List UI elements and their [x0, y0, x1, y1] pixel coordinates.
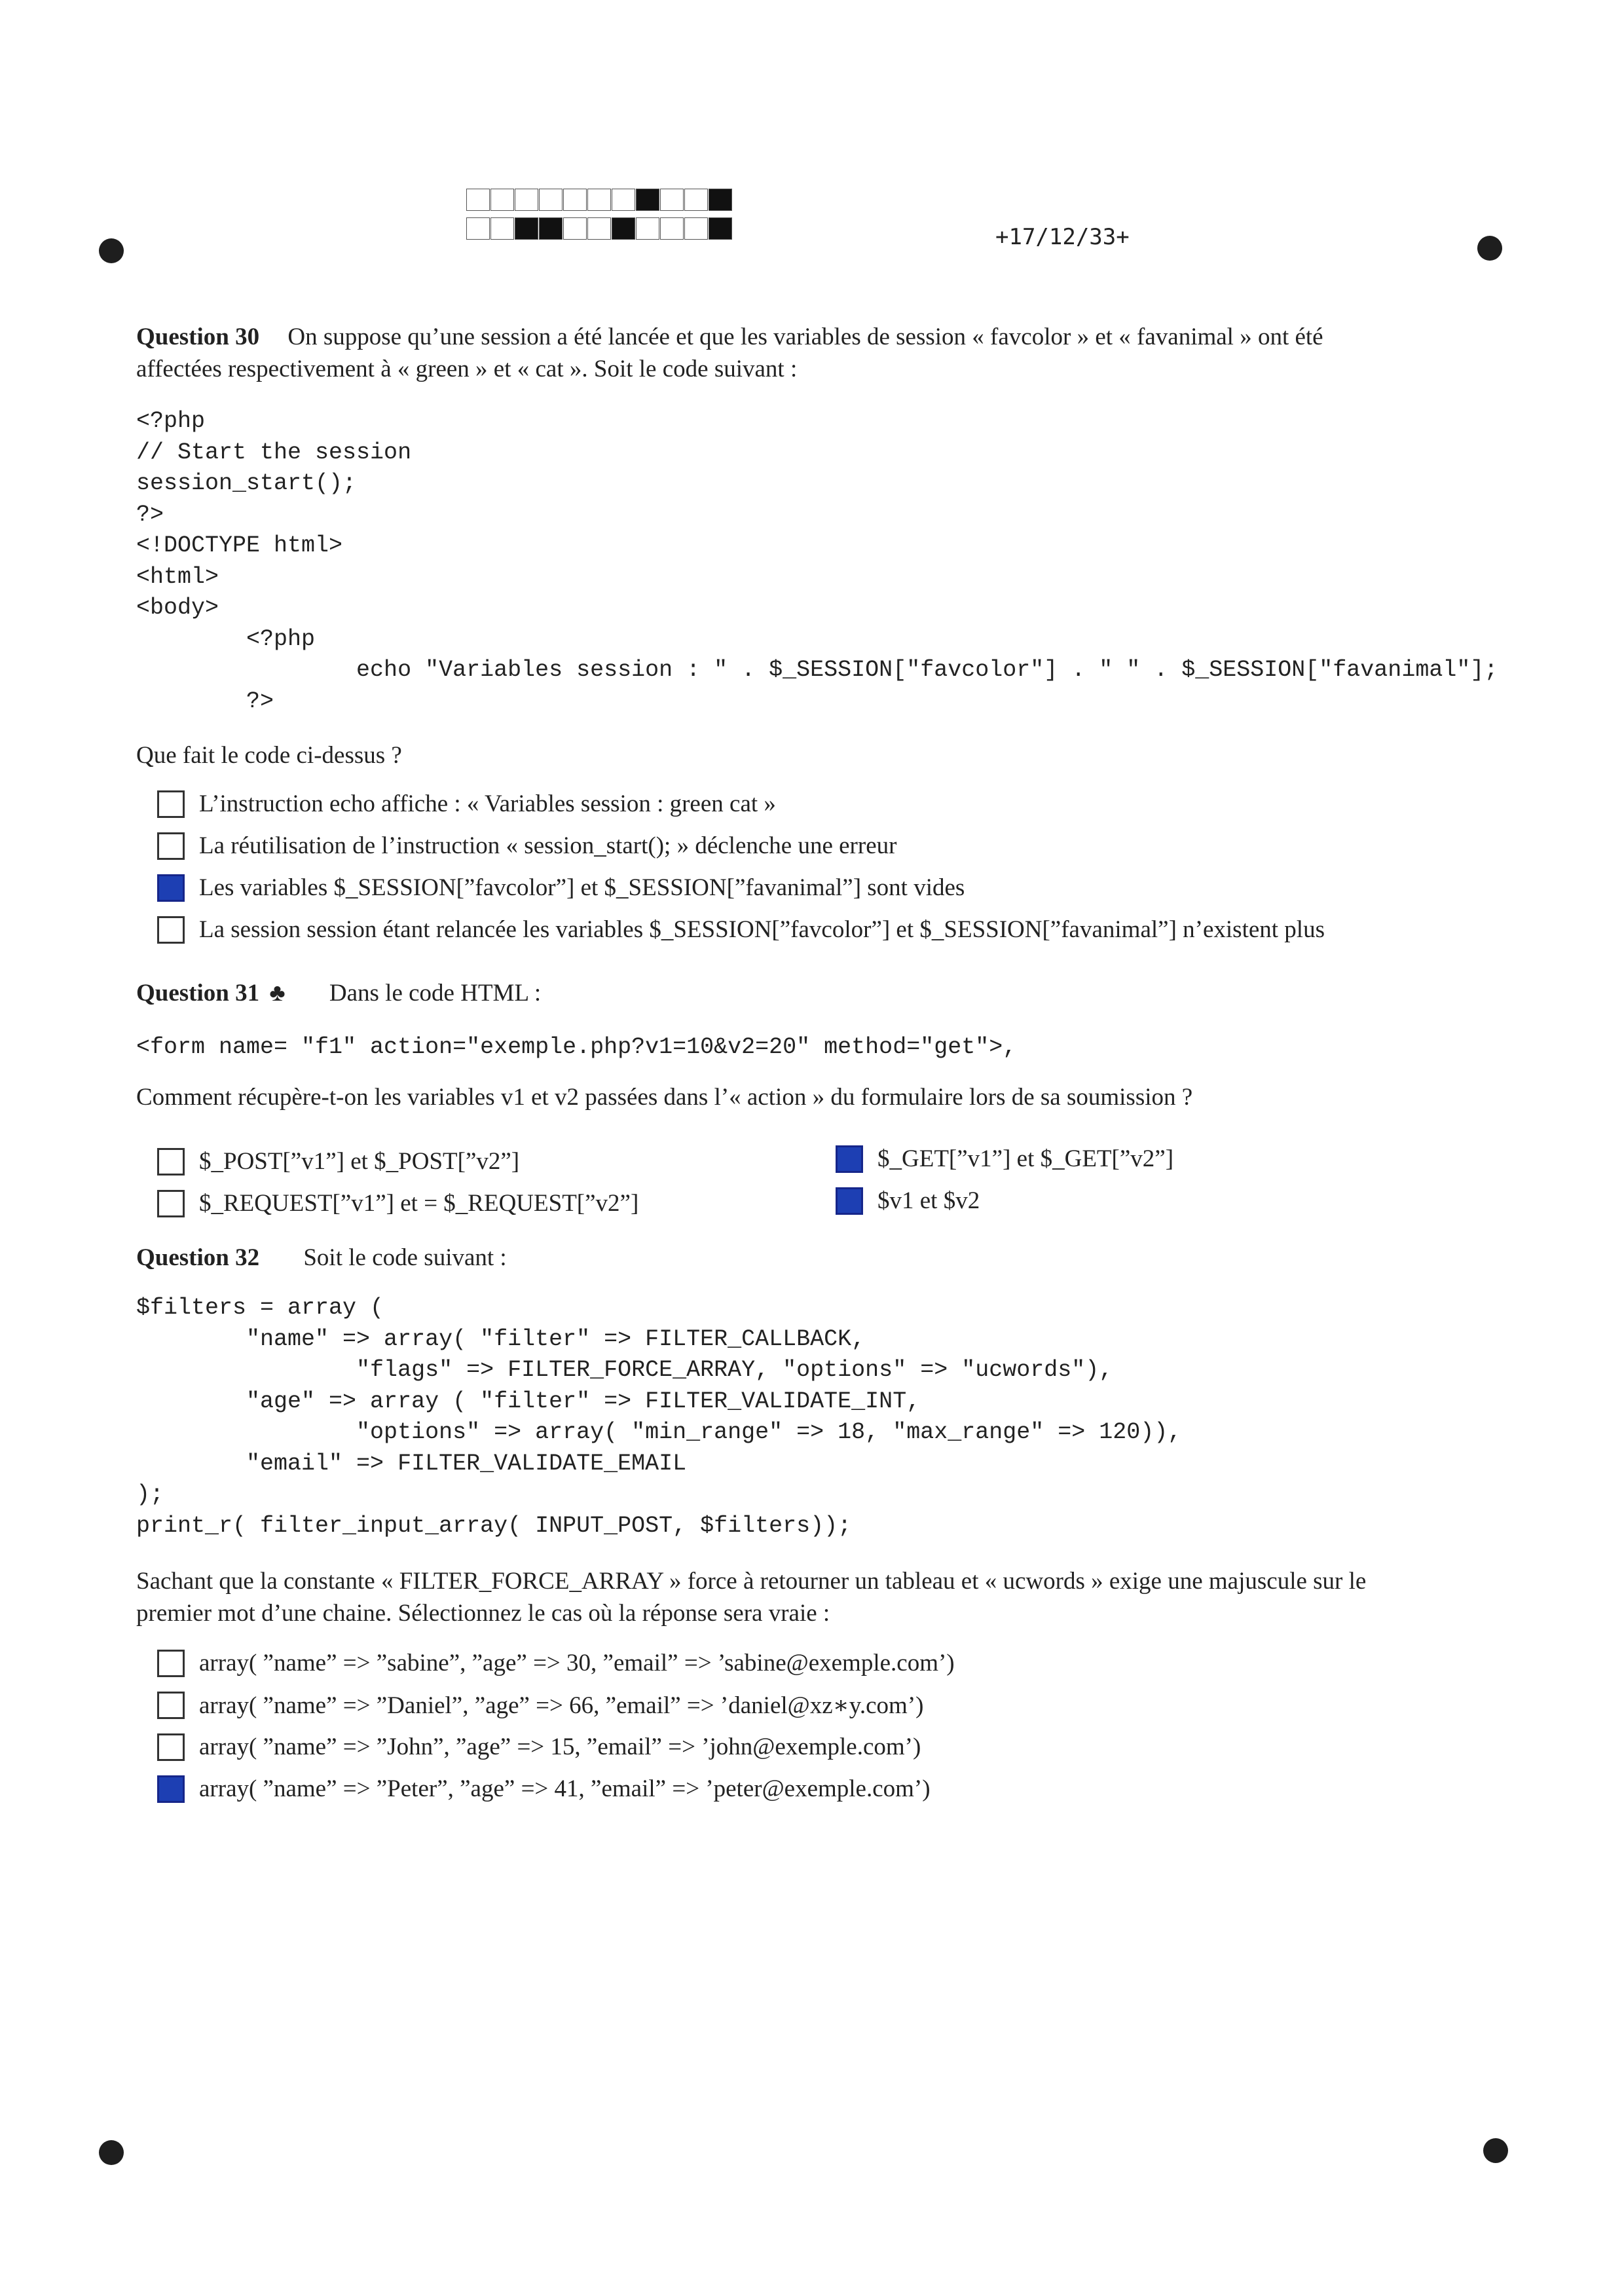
answer-option[interactable]	[157, 916, 1325, 944]
option-text: array( ”name” => ”John”, ”age” => 15, ”email” => ’john@exemple.com’)	[199, 1733, 921, 1760]
option-text: array( ”name” => ”sabine”, ”age” => 30, ”email” => ’sabine@exemple.com’)	[199, 1650, 955, 1676]
barcode-cell-filled	[539, 217, 563, 240]
barcode-cell-filled	[709, 189, 732, 211]
barcode-row	[466, 189, 733, 212]
question-prompt: Que fait le code ci-dessus ?	[136, 742, 402, 769]
registration-mark-top-right	[1477, 236, 1502, 261]
barcode-cell-filled	[612, 217, 635, 240]
barcode-cell-filled	[636, 189, 659, 211]
checkbox[interactable]	[157, 1692, 185, 1719]
barcode-cell-filled	[709, 217, 732, 240]
answer-option[interactable]	[157, 1649, 955, 1677]
answer-option[interactable]	[157, 1733, 921, 1761]
question-prompt: Comment récupère-t-on les variables v1 et v2 passées dans l’« action » du formulaire lors de sa soumission ?	[136, 1084, 1193, 1111]
question-label: Question 31	[136, 980, 260, 1007]
barcode-cell-empty	[587, 189, 611, 211]
answer-option[interactable]	[836, 1187, 980, 1215]
option-text: array( ”name” => ”Daniel”, ”age” => 66, ”email” => ’daniel@xz∗y.com’)	[199, 1692, 924, 1719]
barcode-cell-empty	[636, 217, 659, 240]
question-label: Question 30	[136, 324, 260, 350]
answer-option[interactable]	[157, 832, 896, 860]
registration-mark-bottom-left	[99, 2140, 124, 2165]
registration-mark-top-left	[99, 238, 124, 263]
club-icon: ♣	[269, 980, 286, 1007]
barcode-cell-empty	[515, 189, 538, 211]
barcode-cell-empty	[684, 189, 708, 211]
checkbox[interactable]	[157, 790, 185, 818]
barcode-cell-empty	[563, 217, 587, 240]
option-text: array( ”name” => ”Peter”, ”age” => 41, ”email” => ’peter@exemple.com’)	[199, 1775, 931, 1802]
barcode-cell-empty	[466, 189, 490, 211]
barcode-cell-empty	[587, 217, 611, 240]
option-text: $_GET[”v1”] et $_GET[”v2”]	[877, 1145, 1174, 1172]
barcode-cell-empty	[684, 217, 708, 240]
question-31-intro	[136, 977, 1485, 1009]
answer-option[interactable]	[157, 790, 776, 818]
barcode-cell-empty	[490, 217, 514, 240]
question-prompt-line2: premier mot d’une chaine. Sélectionnez le cas où la réponse sera vraie :	[136, 1600, 830, 1627]
answer-option[interactable]	[157, 1775, 931, 1803]
registration-mark-bottom-right	[1483, 2138, 1508, 2163]
code-block: <?php // Start the session session_start(); ?> <!DOCTYPE html> <html> <body> <?php echo "Variables session : " . $_SESSION["favcolor"] . " " . $_SESSION["favanimal"]; ?>	[136, 408, 1498, 714]
answer-option[interactable]	[157, 874, 965, 902]
checkbox-checked[interactable]	[836, 1187, 863, 1215]
barcode	[466, 189, 733, 246]
barcode-cell-empty	[660, 189, 684, 211]
checkbox-checked[interactable]	[157, 1775, 185, 1803]
answer-option[interactable]	[836, 1145, 1173, 1173]
question-text: Soit le code suivant :	[303, 1244, 507, 1271]
barcode-row	[466, 217, 733, 241]
checkbox[interactable]	[157, 916, 185, 944]
option-text: L’instruction echo affiche : « Variables session : green cat »	[199, 790, 776, 817]
barcode-cell-empty	[563, 189, 587, 211]
question-text-line1: On suppose qu’une session a été lancée et que les variables de session « favcolor » et « favanimal » ont été	[287, 324, 1323, 350]
checkbox[interactable]	[157, 1650, 185, 1677]
barcode-cell-empty	[539, 189, 563, 211]
checkbox-checked[interactable]	[157, 874, 185, 902]
barcode-cell-empty	[466, 217, 490, 240]
barcode-cell-filled	[515, 217, 538, 240]
checkbox[interactable]	[157, 832, 185, 860]
checkbox[interactable]	[157, 1148, 185, 1176]
code-block: $filters = array ( "name" => array( "filter" => FILTER_CALLBACK, "flags" => FILTER_FORCE_ARRAY, "options" => "ucwords"), "age" => array ( "filter" => FILTER_VALIDATE_INT, "options" => array( "min_range" => 18, "max_range" => 120)), "email" => FILTER_VALIDATE_EMAIL ); print_r( filter_input_array( INPUT_POST, $filters));	[136, 1295, 1182, 1539]
question-30-intro	[136, 321, 1485, 385]
checkbox[interactable]	[157, 1733, 185, 1761]
question-label: Question 32	[136, 1244, 260, 1271]
option-text: La réutilisation de l’instruction « session_start(); » déclenche une erreur	[199, 832, 897, 859]
barcode-cell-empty	[660, 217, 684, 240]
code-block: <form name= "f1" action="exemple.php?v1=10&v2=20" method="get">,	[136, 1034, 1017, 1060]
option-text: $_REQUEST[”v1”] et = $_REQUEST[”v2”]	[199, 1190, 639, 1217]
question-32-intro	[136, 1242, 1485, 1274]
barcode-cell-empty	[490, 189, 514, 211]
answer-option[interactable]	[157, 1147, 519, 1176]
checkbox-checked[interactable]	[836, 1145, 863, 1173]
option-text: Les variables $_SESSION[”favcolor”] et $_SESSION[”favanimal”] sont vides	[199, 874, 965, 901]
question-prompt	[136, 1565, 1485, 1629]
barcode-cell-empty	[612, 189, 635, 211]
checkbox[interactable]	[157, 1190, 185, 1217]
page-code: +17/12/33+	[995, 224, 1130, 250]
question-text-line2: affectées respectivement à « green » et « cat ». Soit le code suivant :	[136, 356, 798, 382]
answer-option[interactable]	[157, 1691, 923, 1720]
question-prompt-line1: Sachant que la constante « FILTER_FORCE_ARRAY » force à retourner un tableau et « ucwords » exige une majuscule sur le	[136, 1568, 1367, 1595]
option-text: $v1 et $v2	[877, 1187, 980, 1214]
option-text: $_POST[”v1”] et $_POST[”v2”]	[199, 1148, 520, 1175]
option-text: La session session étant relancée les variables $_SESSION[”favcolor”] et $_SESSION[”favanimal”] n’existent plus	[199, 916, 1325, 943]
question-text: Dans le code HTML :	[329, 980, 542, 1007]
answer-option[interactable]	[157, 1189, 638, 1217]
